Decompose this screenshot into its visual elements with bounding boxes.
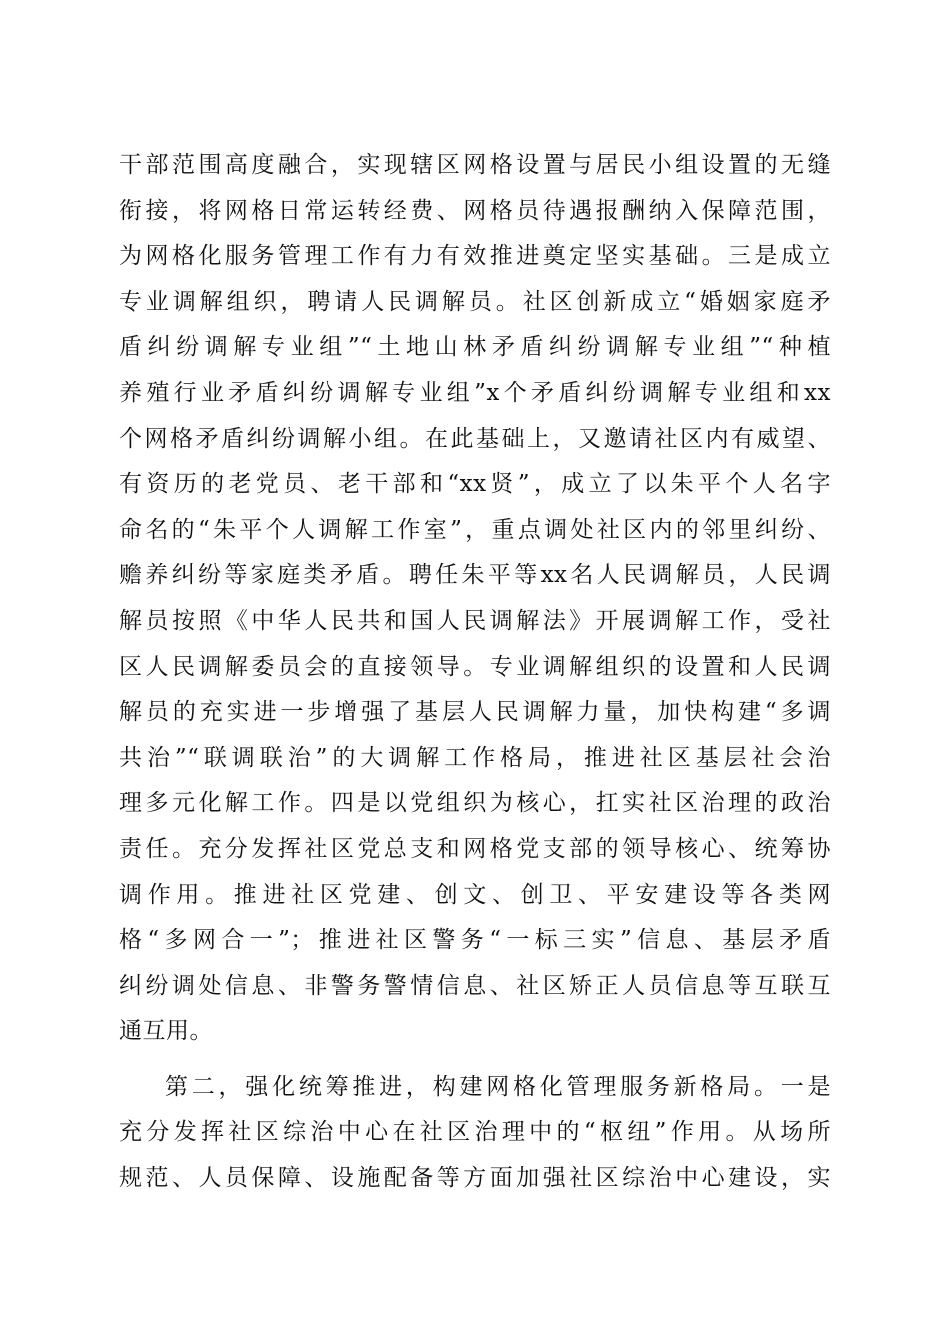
document-body [119, 143, 831, 1202]
text-line: 衔接，将网格日常运转经费、网格员待遇报酬纳入保障范围， [119, 197, 831, 224]
paragraph-1 [119, 143, 831, 1055]
text-line: 共治”“联调联治”的大调解工作格局，推进社区基层社会治 [119, 744, 831, 771]
text-line: 第二，强化统筹推进，构建网格化管理服务新格局。一是 [165, 1073, 831, 1100]
text-line: 命名的“朱平个人调解工作室”，重点调处社区内的邻里纠纷、 [119, 516, 831, 543]
text-line: 通互用。 [119, 1018, 213, 1045]
text-line: 赡养纠纷等家庭类矛盾。聘任朱平等xx名人民调解员，人民调 [119, 562, 831, 589]
paragraph-2 [119, 1065, 831, 1202]
text-line: 充分发挥社区综治中心在社区治理中的“枢纽”作用。从场所 [119, 1119, 831, 1146]
text-line: 有资历的老党员、老干部和“xx贤”，成立了以朱平个人名字 [119, 471, 831, 498]
text-line: 责任。充分发挥社区党总支和网格党支部的领导核心、统筹协 [119, 835, 831, 862]
text-line: 盾纠纷调解专业组”“土地山林矛盾纠纷调解专业组”“种植 [119, 334, 831, 361]
text-line: 个网格矛盾纠纷调解小组。在此基础上，又邀请社区内有威望、 [119, 425, 831, 452]
text-line: 为网格化服务管理工作有力有效推进奠定坚实基础。三是成立 [119, 243, 831, 270]
text-line: 养殖行业矛盾纠纷调解专业组”x个矛盾纠纷调解专业组和xx [119, 379, 831, 406]
text-line: 理多元化解工作。四是以党组织为核心，扛实社区治理的政治 [119, 790, 831, 817]
text-line: 解员按照《中华人民共和国人民调解法》开展调解工作，受社 [119, 607, 831, 634]
text-line: 规范、人员保障、设施配备等方面加强社区综治中心建设，实 [119, 1165, 831, 1192]
text-line: 解员的充实进一步增强了基层人民调解力量，加快构建“多调 [119, 699, 831, 726]
paragraph-gap [119, 1055, 831, 1065]
text-line: 专业调解组织，聘请人民调解员。社区创新成立“婚姻家庭矛 [119, 288, 831, 315]
text-line: 区人民调解委员会的直接领导。专业调解组织的设置和人民调 [119, 653, 831, 680]
text-line: 纠纷调处信息、非警务警情信息、社区矫正人员信息等互联互 [119, 972, 831, 999]
text-line: 格“多网合一”；推进社区警务“一标三实”信息、基层矛盾 [119, 927, 831, 954]
text-line: 干部范围高度融合，实现辖区网格设置与居民小组设置的无缝 [119, 152, 831, 178]
text-line: 调作用。推进社区党建、创文、创卫、平安建设等各类网 [119, 881, 831, 908]
